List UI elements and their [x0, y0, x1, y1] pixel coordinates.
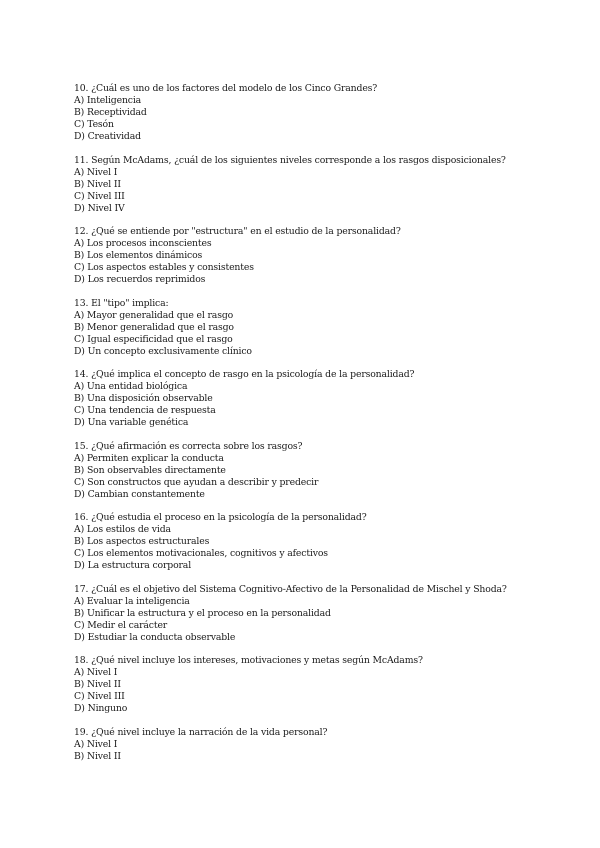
answer-option: D) La estructura corporal	[74, 560, 192, 571]
answer-option: A) Los estilos de vida	[74, 524, 171, 535]
answer-option: A) Nivel I	[74, 738, 118, 750]
document-page	[74, 83, 574, 774]
answer-option: A) Los procesos inconscientes	[74, 238, 212, 249]
question-17	[74, 584, 574, 644]
answer-option: B) Son observables directamente	[74, 464, 226, 476]
answer-option: B) Una disposición observable	[74, 393, 213, 404]
answer-option: C) Nivel III	[74, 691, 125, 702]
question-text: 17. ¿Cuál es el objetivo del Sistema Cognitivo-Afectivo de la Personalidad de Mischel y Shoda?	[74, 583, 507, 595]
answer-option: B) Los elementos dinámicos	[74, 250, 203, 261]
answer-option: D) Cambian constantemente	[74, 488, 205, 500]
answer-option: D) Estudiar la conducta observable	[74, 631, 236, 643]
question-19	[74, 727, 574, 763]
question-13	[74, 298, 574, 358]
answer-option: C) Medir el carácter	[74, 619, 168, 631]
answer-option: D) Creatividad	[74, 131, 141, 142]
question-text: 10. ¿Cuál es uno de los factores del modelo de los Cinco Grandes?	[74, 83, 378, 94]
answer-option: D) Un concepto exclusivamente clínico	[74, 345, 252, 357]
question-text: 16. ¿Qué estudia el proceso en la psicología de la personalidad?	[74, 512, 367, 523]
answer-option: B) Unificar la estructura y el proceso en la personalidad	[74, 607, 331, 619]
answer-option: A) Evaluar la inteligencia	[74, 595, 190, 607]
question-10	[74, 83, 574, 143]
answer-option: A) Inteligencia	[74, 95, 142, 106]
answer-option: D) Nivel IV	[74, 202, 125, 214]
answer-option: A) Una entidad biológica	[74, 381, 188, 392]
question-15	[74, 441, 574, 501]
question-text: 18. ¿Qué nivel incluye los intereses, motivaciones y metas según McAdams?	[74, 655, 423, 666]
answer-option: C) Son constructos que ayudan a describir y predecir	[74, 476, 319, 488]
question-12	[74, 226, 574, 286]
answer-option: B) Los aspectos estructurales	[74, 536, 210, 547]
question-text: 14. ¿Qué implica el concepto de rasgo en la psicología de la personalidad?	[74, 369, 415, 380]
answer-option: A) Nivel I	[74, 667, 118, 678]
question-18	[74, 655, 574, 715]
answer-option: B) Receptividad	[74, 107, 147, 118]
answer-option: D) Los recuerdos reprimidos	[74, 274, 206, 285]
question-text: 12. ¿Qué se entiende por "estructura" en el estudio de la personalidad?	[74, 226, 401, 237]
answer-option: A) Permiten explicar la conducta	[74, 452, 224, 464]
question-text: 15. ¿Qué afirmación es correcta sobre los rasgos?	[74, 440, 303, 452]
answer-option: C) Los elementos motivacionales, cognitivos y afectivos	[74, 548, 328, 559]
question-text: 11. Según McAdams, ¿cuál de los siguientes niveles corresponde a los rasgos disposicionales?	[74, 154, 506, 166]
answer-option: C) Nivel III	[74, 190, 125, 202]
answer-option: B) Nivel II	[74, 178, 121, 190]
answer-option: C) Igual especificidad que el rasgo	[74, 333, 233, 345]
question-text: 19. ¿Qué nivel incluye la narración de la vida personal?	[74, 726, 328, 738]
answer-option: C) Una tendencia de respuesta	[74, 405, 216, 416]
answer-option: C) Tesón	[74, 119, 114, 130]
question-14	[74, 369, 574, 429]
answer-option: D) Una variable genética	[74, 417, 189, 428]
question-text: 13. El "tipo" implica:	[74, 297, 169, 309]
answer-option: C) Los aspectos estables y consistentes	[74, 262, 254, 273]
answer-option: B) Nivel II	[74, 750, 121, 762]
answer-option: D) Ninguno	[74, 703, 128, 714]
question-11	[74, 155, 574, 215]
answer-option: A) Mayor generalidad que el rasgo	[74, 309, 234, 321]
answer-option: B) Nivel II	[74, 679, 121, 690]
question-16	[74, 512, 574, 572]
answer-option: A) Nivel I	[74, 166, 118, 178]
answer-option: B) Menor generalidad que el rasgo	[74, 321, 234, 333]
